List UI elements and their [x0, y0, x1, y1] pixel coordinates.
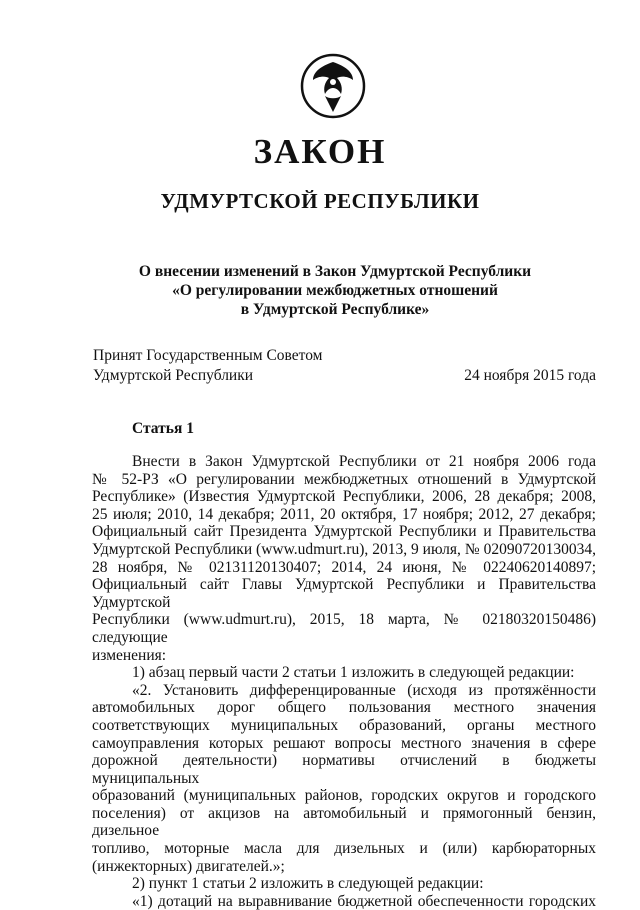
law-name-line: в Удмуртской Республике»: [240, 301, 430, 318]
body-line: Официальный сайт Президента Удмуртской Республики и Правительства: [92, 523, 596, 541]
adoption-line: Принят Государственным Советом: [93, 347, 323, 364]
body-line: 1) абзац первый части 2 статьи 1 изложить в следующей редакции:: [132, 664, 575, 682]
body-line: самоуправления которых решают вопросы местного значения в сфере: [92, 734, 596, 752]
body-line: 28 ноября, № 02131120130407; 2014, 24 июня, № 02240620140897;: [92, 558, 596, 576]
article-body: [92, 453, 596, 910]
body-line: топливо, моторные масла для дизельных и (или) карбюраторных: [92, 840, 596, 858]
body-line: Республики (www.udmurt.ru), 2015, 18 марта, № 02180320150486) следующие: [92, 611, 596, 646]
body-line: «1) дотаций на выравнивание бюджетной обеспеченности городских: [132, 892, 596, 910]
document-subtitle: УДМУРТСКОЙ РЕСПУБЛИКИ: [160, 189, 480, 213]
law-name: [120, 262, 550, 319]
body-line: дорожной деятельности) нормативы отчислений в бюджеты муниципальных: [92, 752, 596, 787]
body-line: изменения:: [92, 646, 167, 664]
body-line: поселения) от акцизов на автомобильный и прямогонный бензин, дизельное: [92, 804, 596, 840]
body-line: Внести в Закон Удмуртской Республики от 21 ноября 2006 года: [132, 453, 596, 470]
body-line: автомобильных дорог общего пользования местного значения: [92, 699, 596, 717]
body-line: 2) пункт 1 статьи 2 изложить в следующей редакции:: [132, 875, 484, 893]
body-line: Официальный сайт Главы Удмуртской Республики и Правительства Удмуртской: [92, 576, 596, 611]
body-line: образований (муниципальных районов, городских округов и городского: [92, 787, 596, 805]
body-line: (инжекторных) двигателей.»;: [92, 857, 285, 875]
body-line: Республике» (Известия Удмуртской Республики, 2006, 28 декабря; 2008,: [92, 488, 596, 506]
body-line: «2. Установить дифференцированные (исходя из протяжённости: [132, 681, 596, 699]
body-line: № 52-РЗ «О регулировании межбюджетных отношений в Удмуртской: [92, 470, 596, 488]
article-heading: Статья 1: [132, 420, 194, 437]
coat-of-arms-icon: [299, 52, 367, 120]
adoption-info: [93, 346, 323, 386]
body-line: соответствующих муниципальных образований, органы местного: [92, 716, 596, 734]
adoption-date: 24 ноября 2015 года: [464, 367, 596, 384]
document-title: ЗАКОН: [253, 132, 387, 171]
body-line: Удмуртской Республики (www.udmurt.ru), 2013, 9 июля, № 02090720130034,: [92, 540, 596, 558]
law-name-line: «О регулировании межбюджетных отношений: [172, 282, 498, 299]
law-name-line: О внесении изменений в Закон Удмуртской Республики: [138, 263, 532, 280]
adoption-line: Удмуртской Республики: [93, 367, 254, 384]
body-line: 25 июля; 2010, 14 декабря; 2011, 20 октября, 17 ноября; 2012, 27 декабря;: [92, 505, 596, 523]
